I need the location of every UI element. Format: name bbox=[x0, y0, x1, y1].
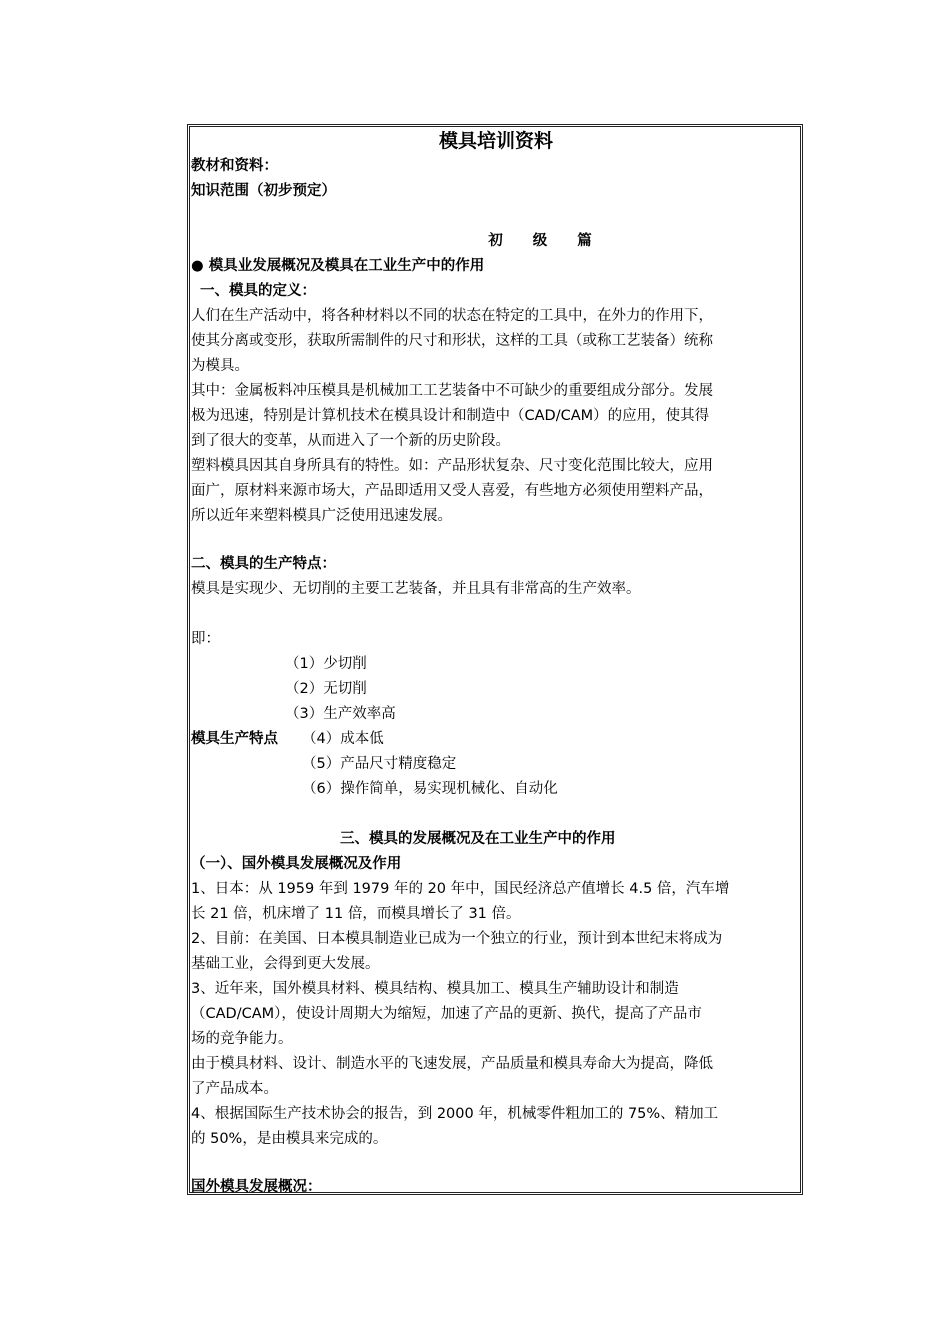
paragraph-line: 的 50%，是由模具来完成的。 bbox=[191, 1131, 388, 1147]
paragraph-line: 使其分离或变形，获取所需制件的尺寸和形状，这样的工具（或称工艺装备）统称 bbox=[191, 333, 713, 349]
materials-label: 教材和资料： bbox=[191, 158, 278, 174]
feature-item: （3）生产效率高 bbox=[285, 706, 396, 722]
production-heading: 二、模具的生产特点： bbox=[191, 556, 336, 572]
paragraph-line: （CAD/CAM），使设计周期大为缩短，加速了产品的更新、换代，提高了产品市 bbox=[191, 1006, 702, 1022]
foreign-subheading: （一）、国外模具发展概况及作用 bbox=[191, 856, 402, 872]
paragraph-line: 3、近年来，国外模具材料、模具结构、模具加工、模具生产辅助设计和制造 bbox=[191, 981, 679, 997]
paragraph-line: 4、根据国际生产技术协会的报告，到 2000 年，机械零件粗加工的 75%、精加工 bbox=[191, 1106, 719, 1122]
features-label: 模具生产特点 bbox=[191, 731, 278, 747]
paragraph-line: 由于模具材料、设计、制造水平的飞速发展，产品质量和模具寿命大为提高，降低 bbox=[191, 1056, 713, 1072]
feature-item: （2）无切削 bbox=[285, 681, 367, 697]
paragraph-line: 模具是实现少、无切削的主要工艺装备，并且具有非常高的生产效率。 bbox=[191, 581, 641, 597]
paragraph-line: 面广，原材料来源市场大，产品即适用又受人喜爱，有些地方必须使用塑料产品， bbox=[191, 483, 713, 499]
ji-label: 即： bbox=[191, 631, 220, 647]
paragraph-line: 1、日本：从 1959 年到 1979 年的 20 年中，国民经济总产值增长 4.5 倍，汽车增 bbox=[191, 881, 730, 897]
scope-label: 知识范围（初步预定） bbox=[191, 183, 336, 199]
feature-item: （6）操作简单，易实现机械化、自动化 bbox=[302, 781, 558, 797]
paragraph-line: 长 21 倍，机床增了 11 倍，而模具增长了 31 倍。 bbox=[191, 906, 521, 922]
paragraph-line: 所以近年来塑料模具广泛使用迅速发展。 bbox=[191, 508, 452, 524]
paragraph-line: 极为迅速，特别是计算机技术在模具设计和制造中（CAD/CAM）的应用，使其得 bbox=[191, 408, 710, 424]
paragraph-line: 塑料模具因其自身所具有的特性。如：产品形状复杂、尺寸变化范围比较大，应用 bbox=[191, 458, 713, 474]
paragraph-line: 场的竞争能力。 bbox=[191, 1031, 293, 1047]
paragraph-line: 人们在生产活动中，将各种材料以不同的状态在特定的工具中，在外力的作用下， bbox=[191, 308, 713, 324]
feature-item: （1）少切削 bbox=[285, 656, 367, 672]
paragraph-line: 2、目前：在美国、日本模具制造业已成为一个独立的行业，预计到本世纪末将成为 bbox=[191, 931, 723, 947]
paragraph-line: 基础工业，会得到更大发展。 bbox=[191, 956, 380, 972]
definition-heading: 一、模具的定义： bbox=[200, 283, 316, 299]
paragraph-line: 为模具。 bbox=[191, 358, 249, 374]
level-heading-text: 初级篇 bbox=[488, 233, 622, 249]
development-heading: 三、模具的发展概况及在工业生产中的作用 bbox=[340, 831, 616, 847]
feature-item: （5）产品尺寸精度稳定 bbox=[302, 756, 457, 772]
foreign-overview-heading: 国外模具发展概况： bbox=[191, 1179, 322, 1195]
document-title: 模具培训资料 bbox=[438, 130, 553, 152]
level-heading bbox=[235, 231, 845, 251]
feature-item: （4）成本低 bbox=[302, 731, 384, 747]
section-bullet-heading: ● 模具业发展概况及模具在工业生产中的作用 bbox=[191, 258, 485, 274]
paragraph-line: 了产品成本。 bbox=[191, 1081, 278, 1097]
paragraph-line: 到了很大的变革，从而进入了一个新的历史阶段。 bbox=[191, 433, 510, 449]
paragraph-line: 其中：金属板料冲压模具是机械加工工艺装备中不可缺少的重要组成分部分。发展 bbox=[191, 383, 713, 399]
